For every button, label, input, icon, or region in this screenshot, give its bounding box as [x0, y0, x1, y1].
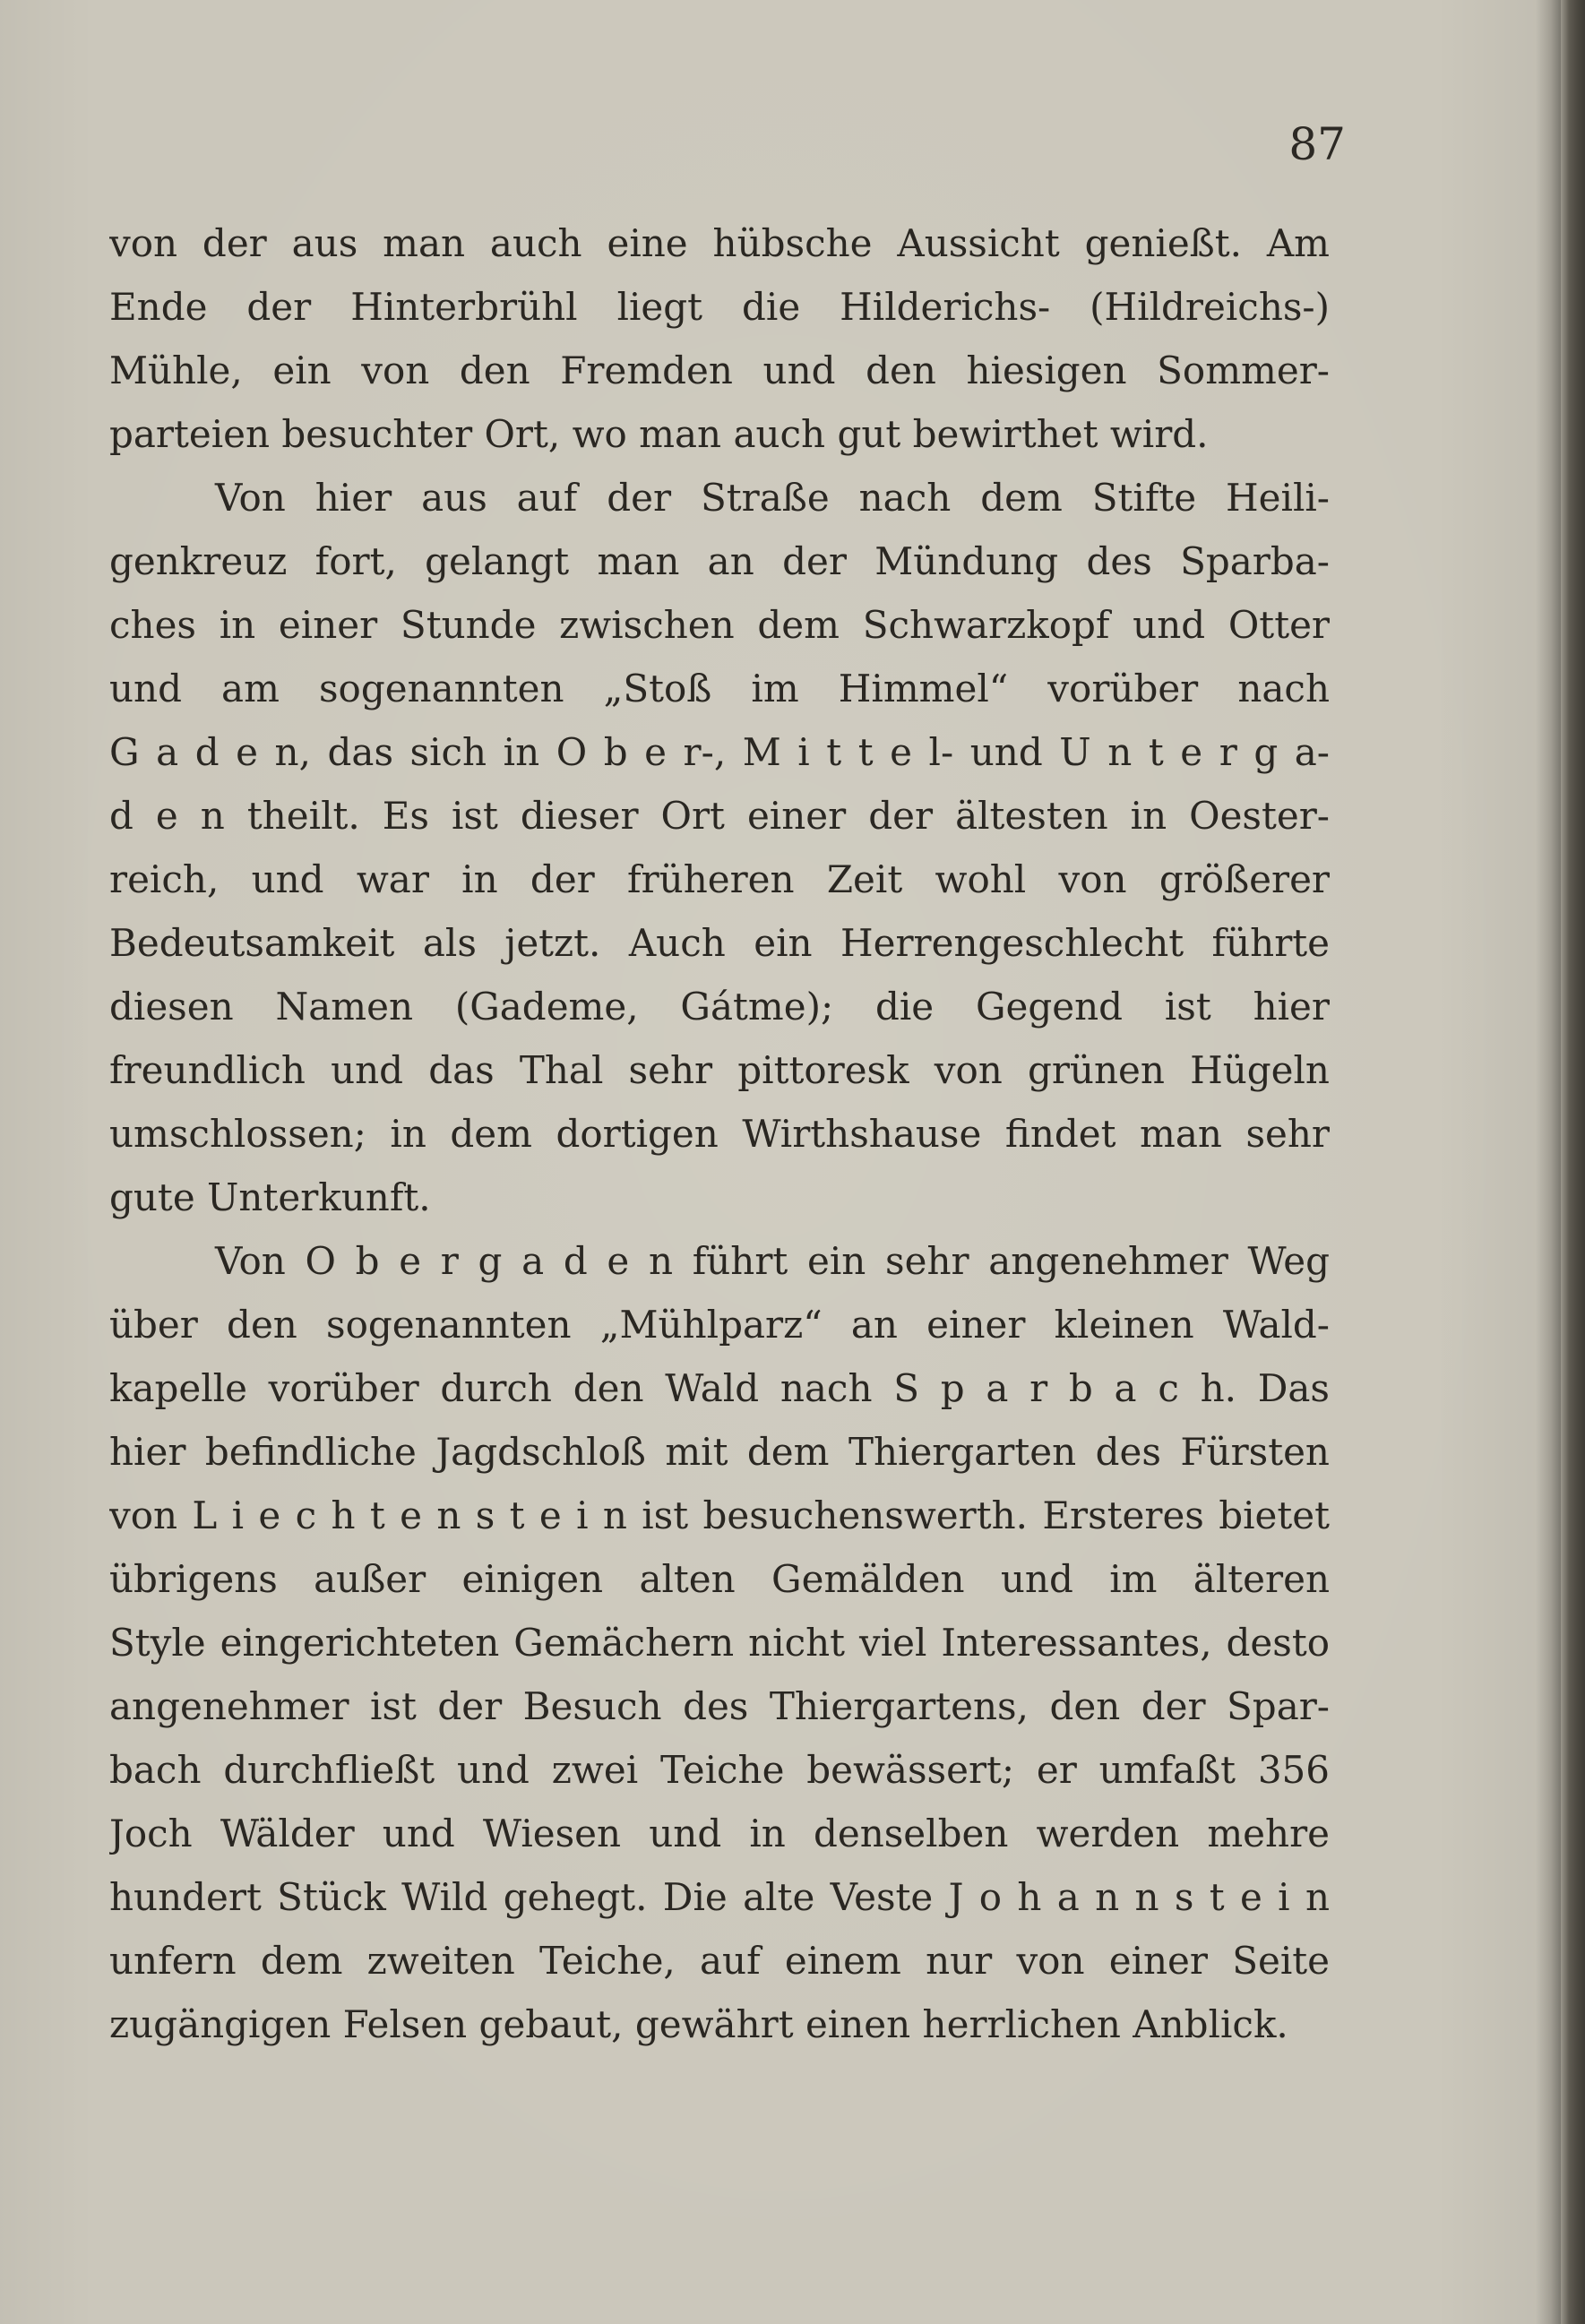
text-line: Ende der Hinterbrühl liegt die Hilderichs- (Hildreichs-) [109, 285, 1330, 329]
text-line: unfern dem zweiten Teiche, auf einem nur von einer Seite [109, 1939, 1330, 1983]
text-line: über den sogenannten „Mühlparz“ an einer kleinen Wald- [109, 1303, 1330, 1347]
text-line: angenehmer ist der Besuch des Thiergartens, den der Spar- [109, 1684, 1330, 1728]
text-line: Von hier aus auf der Straße nach dem Stifte Heili- [215, 476, 1330, 520]
text-line: von L i e c h t e n s t e i n ist besuchenswerth. Ersteres bietet [109, 1493, 1330, 1537]
text-line: Style eingerichteten Gemächern nicht viel Interessantes, desto [109, 1621, 1330, 1665]
text-line: hundert Stück Wild gehegt. Die alte Veste J o h a n n s t e i n [109, 1875, 1330, 1919]
text-line: umschlossen; in dem dortigen Wirthshause findet man sehr [109, 1112, 1330, 1156]
text-line: und am sogenannten „Stoß im Himmel“ vorüber nach [109, 667, 1330, 710]
body-text [109, 211, 1330, 2056]
book-edge [1561, 0, 1585, 2324]
text-line: Von O b e r g a d e n führt ein sehr angenehmer Weg [215, 1239, 1330, 1283]
text-line: bach durchfließt und zwei Teiche bewässert; er umfaßt 356 [109, 1748, 1330, 1792]
page-edge-shadow [1536, 0, 1561, 2324]
page-number: 87 [1288, 118, 1346, 170]
text-line: Joch Wälder und Wiesen und in denselben werden mehre [109, 1812, 1330, 1855]
text-line: Mühle, ein von den Fremden und den hiesigen Sommer- [109, 349, 1330, 392]
text-line: von der aus man auch eine hübsche Aussicht genießt. Am [109, 221, 1330, 265]
text-line: zugängigen Felsen gebaut, gewährt einen herrlichen Anblick. [109, 2002, 1288, 2046]
text-line: freundlich und das Thal sehr pittoresk von grünen Hügeln [109, 1048, 1330, 1092]
text-line: übrigens außer einigen alten Gemälden und im älteren [109, 1557, 1330, 1601]
text-line: ches in einer Stunde zwischen dem Schwarzkopf und Otter [109, 603, 1330, 647]
text-line: parteien besuchter Ort, wo man auch gut bewirthet wird. [109, 412, 1209, 456]
text-line: kapelle vorüber durch den Wald nach S p a r b a c h. Das [109, 1366, 1330, 1410]
text-line: reich, und war in der früheren Zeit wohl von größerer [109, 857, 1330, 901]
text-line: genkreuz fort, gelangt man an der Mündung des Sparba- [109, 539, 1330, 583]
text-line: d e n theilt. Es ist dieser Ort einer der ältesten in Oester- [109, 794, 1330, 838]
text-line: hier befindliche Jagdschloß mit dem Thiergarten des Fürsten [109, 1430, 1330, 1474]
text-line: diesen Namen (Gademe, Gátme); die Gegend ist hier [109, 985, 1330, 1029]
text-line: G a d e n, das sich in O b e r-, M i t t e l- und U n t e r g a- [109, 730, 1330, 774]
text-line: Bedeutsamkeit als jetzt. Auch ein Herrengeschlecht führte [109, 921, 1330, 965]
text-line: gute Unterkunft. [109, 1175, 431, 1219]
